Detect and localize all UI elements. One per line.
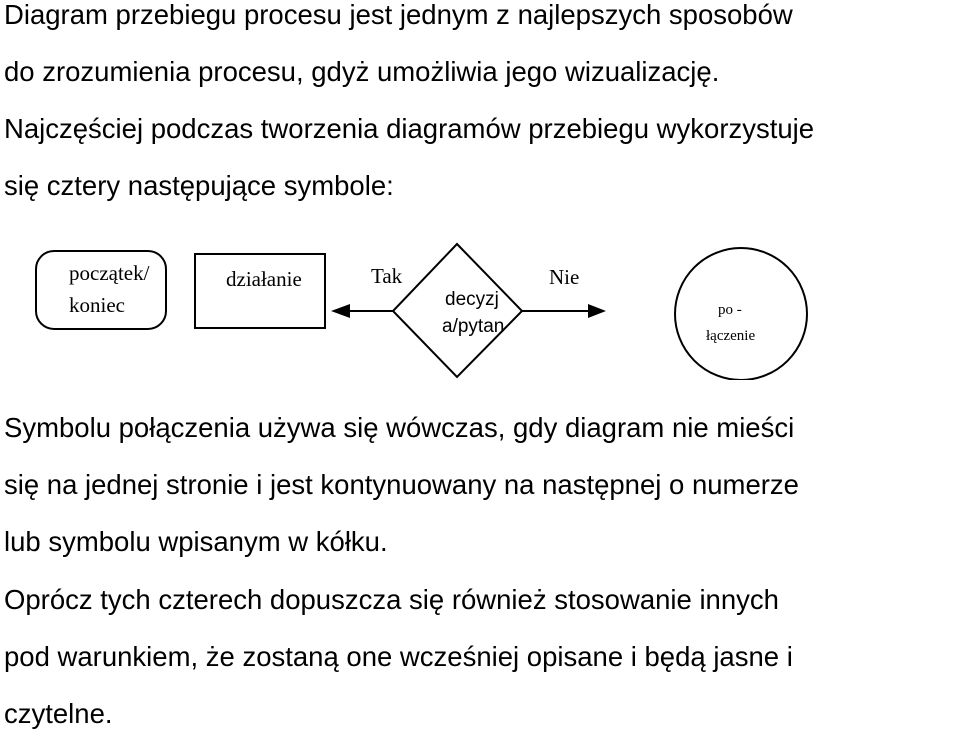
decision-label-line1: decyzj	[445, 289, 499, 310]
connector-text-line-1: Symbolu połączenia używa się wówczas, gdy diagram nie mieści	[4, 412, 795, 443]
no-label: Nie	[549, 265, 580, 289]
yes-arrow-head	[331, 304, 350, 318]
closing-text-line-1: Oprócz tych czterech dopuszcza się również stosowanie innych	[4, 584, 779, 615]
action-symbol	[195, 254, 325, 328]
connector-label-line2: łączenie	[706, 328, 756, 344]
intro-line-2: do zrozumienia procesu, gdyż umożliwia jego wizualizację.	[4, 56, 720, 87]
yes-label: Tak	[371, 264, 403, 288]
intro-line-4: się cztery następujące symbole:	[4, 170, 394, 201]
flowchart-symbols-diagram	[0, 230, 960, 380]
connector-paragraph	[4, 399, 960, 570]
decision-label-line2: a/pytan	[442, 316, 505, 337]
no-arrow-head	[588, 304, 606, 318]
intro-line-3: Najczęściej podczas tworzenia diagramów przebiegu wykorzystuje	[4, 113, 815, 144]
closing-text-line-2: pod warunkiem, że zostaną one wcześniej opisane i będą jasne i	[4, 641, 793, 672]
action-label: działanie	[226, 267, 302, 291]
start-end-label-line2: koniec	[69, 293, 125, 317]
closing-paragraph	[4, 571, 960, 742]
connector-text-line-2: się na jednej stronie i jest kontynuowany na następnej o numerze	[4, 469, 799, 500]
connector-label-line1: po -	[718, 302, 742, 318]
decision-symbol	[393, 244, 522, 377]
start-end-label-line1: początek/	[69, 261, 150, 285]
intro-line-1: Diagram przebiegu procesu jest jednym z najlepszych sposobów	[4, 0, 793, 30]
connector-text-line-3: lub symbolu wpisanym w kółku.	[4, 526, 388, 557]
closing-text-line-3: czytelne.	[4, 698, 113, 729]
intro-paragraph	[4, 0, 960, 214]
